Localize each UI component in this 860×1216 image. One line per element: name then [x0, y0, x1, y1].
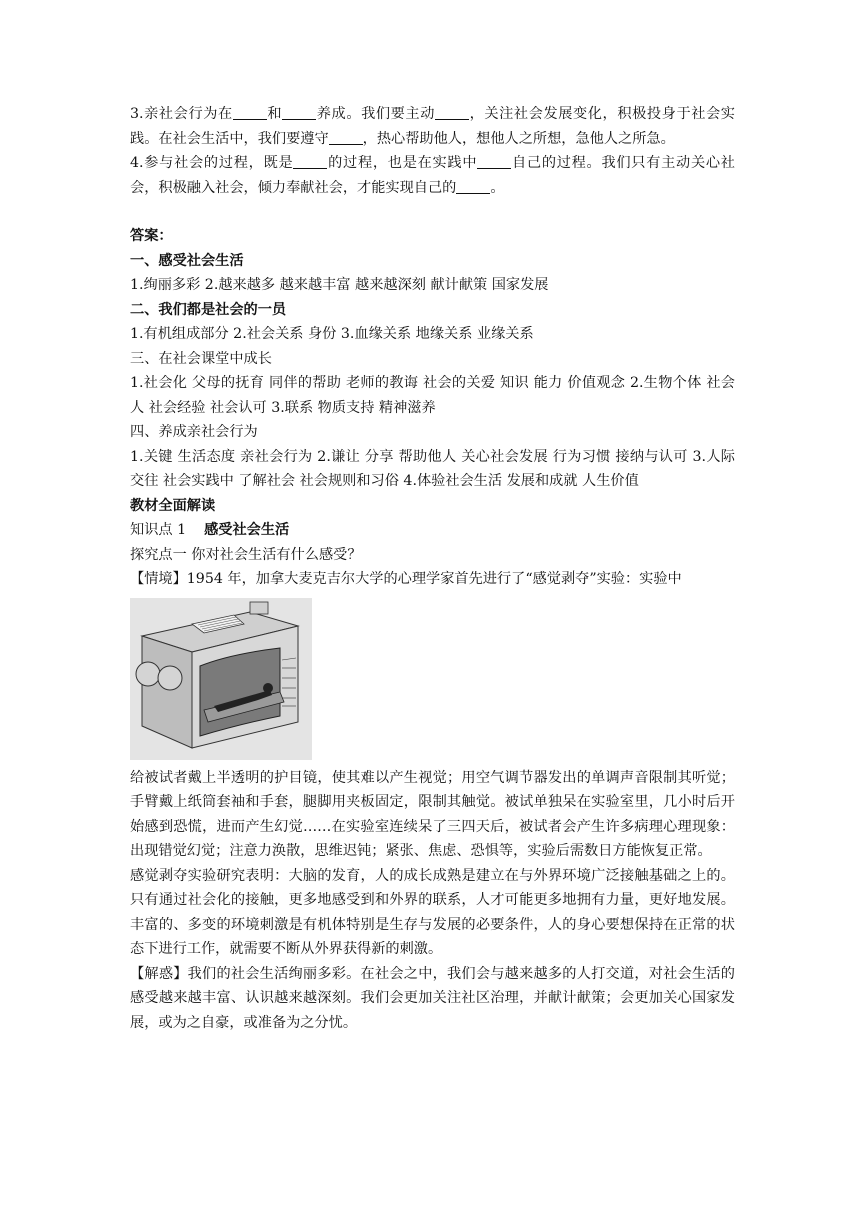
answer-section-2-title: 二、我们都是社会的一员 — [130, 301, 287, 318]
answer-section-2-text: 1.有机组成部分 2.社会关系 身份 3.血缘关系 地缘关系 业缘关系 — [130, 326, 534, 342]
fill-blank — [435, 105, 469, 120]
fill-blank — [477, 154, 511, 169]
sensory-deprivation-illustration — [130, 598, 312, 760]
answer-section-1-text: 1.绚丽多彩 2.越来越多 越来越丰富 越来越深刻 献计献策 国家发展 — [130, 277, 549, 293]
answer-section-4-text: 1.关键 生活态度 亲社会行为 2.谦让 分享 帮助他人 关心社会发展 行为习惯 接纳与认可 3.人际交往 社会实践中 了解社会 社会规则和习俗 4.体验社会生活 发展和成就 人生价值 — [130, 448, 735, 489]
situation-intro: 【情境】1954 年，加拿大麦克吉尔大学的心理学家首先进行了“感觉剥夺”实验：实验中 — [130, 571, 682, 587]
analysis-heading: 教材全面解读 — [130, 497, 216, 514]
explore-point-1: 探究点一 你对社会生活有什么感受？ — [130, 546, 362, 563]
document-body — [130, 102, 735, 1035]
situation-paragraph-1: 给被试者戴上半透明的护目镜，使其难以产生视觉；用空气调节器发出的单调声音限制其听觉；手臂戴上纸筒套袖和手套，腿脚用夹板固定，限制其触觉。被试单独呆在实验室里，几小时后开始感到恐慌，进而产生幻觉……在实验室连续呆了三四天后，被试者会产生许多病理心理现象：出现错觉幻觉；注意力涣散，思维迟钝；紧张、焦虑、恐惧等，实验后需数日方能恢复正常。 — [130, 769, 735, 859]
fill-blank — [233, 105, 267, 120]
question-4: 4.参与社会的过程，既是 的过程，也是在实践中 自己的过程。我们只有主动关心社会，积极融入社会，倾力奉献社会，才能实现自己的 。 — [130, 155, 735, 196]
knowledge-point-1: 知识点 1 感受社会生活 — [130, 522, 290, 538]
fill-blank — [282, 105, 316, 120]
fill-blank — [293, 154, 327, 169]
answers-heading: 答案： — [130, 228, 173, 244]
answer-section-1-title: 一、感受社会生活 — [130, 252, 244, 269]
fill-blank — [329, 130, 363, 145]
answer-section-3-title: 三、在社会课堂中成长 — [130, 350, 272, 367]
answer-section-3-text: 1.社会化 父母的抚育 同伴的帮助 老师的教诲 社会的关爱 知识 能力 价值观念 2.生物个体 社会人 社会经验 社会认可 3.联系 物质支持 精神滋养 — [130, 375, 735, 416]
fill-blank — [456, 179, 490, 194]
question-3: 3.亲社会行为在 和 养成。我们要主动 ，关注社会发展变化，积极投身于社会实践。在社会生活中，我们要遵守 ，热心帮助他人，想他人之所想，急他人之所急。 — [130, 106, 735, 147]
situation-paragraph-2: 感觉剥夺实验研究表明：大脑的发育，人的成长成熟是建立在与外界环境广泛接触基础之上的。只有通过社会化的接触，更多地感受到和外界的联系，人才可能更多地拥有力量，更好地发展。丰富的、多变的环境刺激是有机体特别是生存与发展的必要条件，人的身心要想保持在正常的状态下进行工作，就需要不断从外界获得新的刺激。 — [130, 867, 735, 957]
answer-section-4-title: 四、养成亲社会行为 — [130, 424, 258, 440]
insight-paragraph: 【解惑】我们的社会生活绚丽多彩。在社会之中，我们会与越来越多的人打交道，对社会生活的感受越来越丰富、认识越来越深刻。我们会更加关注社区治理，并献计献策；会更加关心国家发展，或为之自豪，或准备为之分忧。 — [130, 965, 735, 1031]
